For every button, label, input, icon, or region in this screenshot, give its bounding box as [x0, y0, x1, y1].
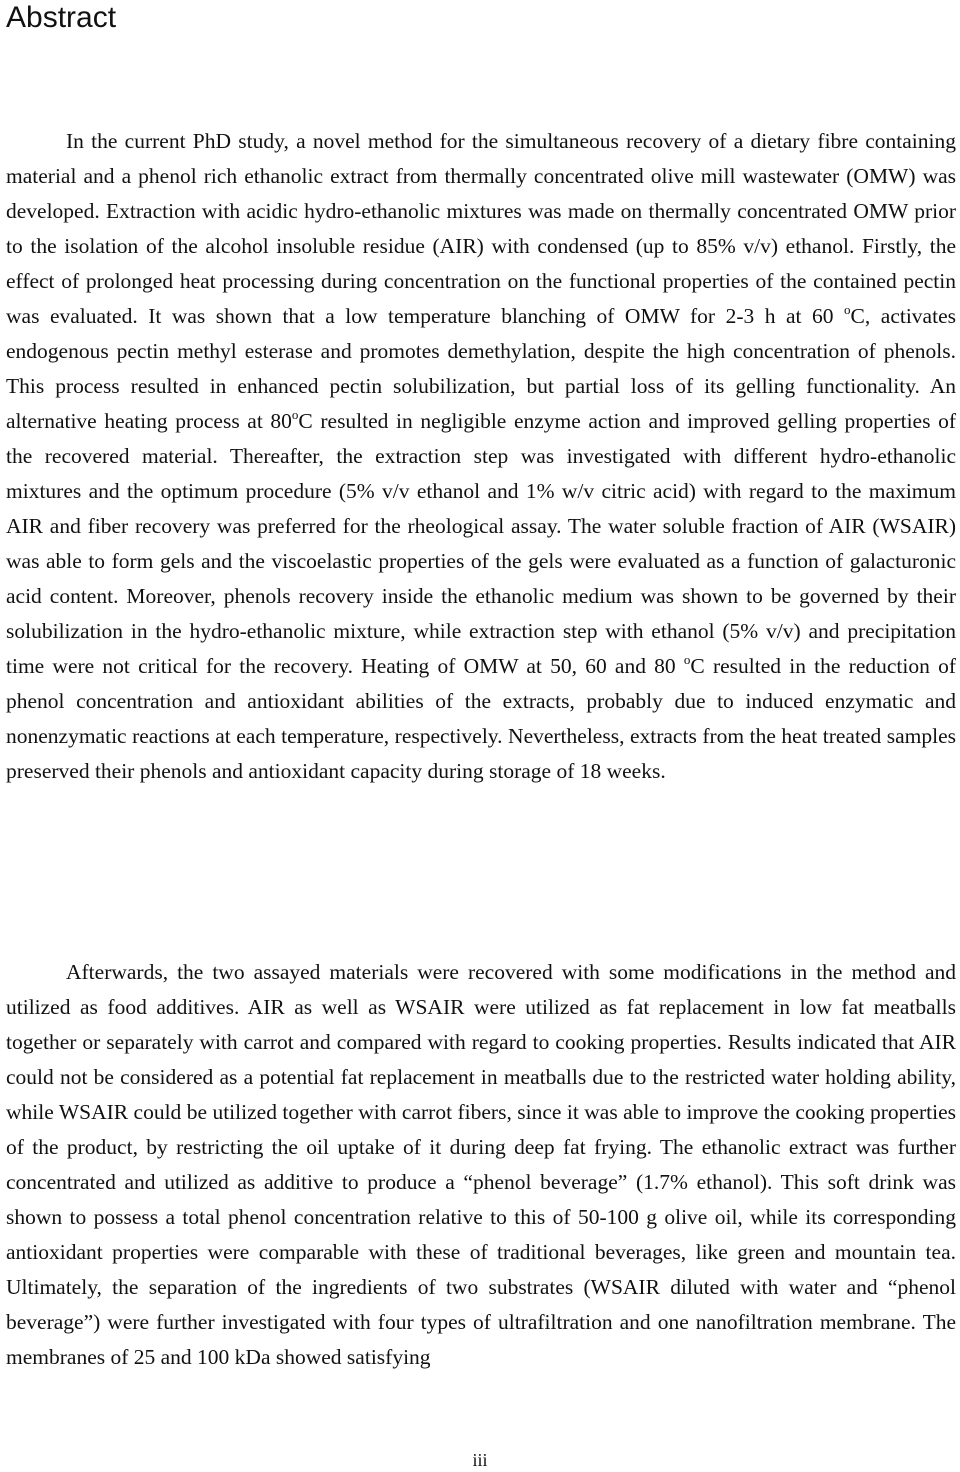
degree-superscript: o — [683, 652, 691, 667]
degree-superscript: o — [291, 407, 299, 422]
paragraph-1-text-part-4: C resulted in the reduction of phenol concentration and antioxidant abilities of the extracts, probably due to induced enzymatic and nonenzymatic reactions at each temperature, respectively. Nevertheless, extracts from the heat treated samples preserved their phenols and antioxidant capacity during storage of 18 weeks. — [6, 654, 956, 783]
paragraph-1-text-part-1: In the current PhD study, a novel method for the simultaneous recovery of a dietary fibre containing material and a phenol rich ethanolic extract from thermally concentrated olive mill wastewater (OMW) was developed. Extraction with acidic hydro-ethanolic mixtures was made on thermally concentrated OMW prior to the isolation of the alcohol insoluble residue (AIR) with condensed (up to 85% v/v) ethanol. Firstly, the effect of prolonged heat processing during concentration on the functional properties of the contained pectin was evaluated. It was shown that a low temperature blanching of OMW for 2-3 h at 60 — [6, 129, 956, 328]
page-number: iii — [472, 1450, 488, 1470]
degree-superscript: o — [844, 302, 851, 317]
paragraph-1-text-part-3: C resulted in negligible enzyme action and improved gelling properties of the recovered material. Thereafter, the extraction step was investigated with different hydro-ethanolic mixtures and the optimum procedure (5% v/v ethanol and 1% w/v citric acid) with regard to the maximum AIR and fiber recovery was preferred for the rheological assay. The water soluble fraction of AIR (WSAIR) was able to form gels and the viscoelastic properties of the gels were evaluated as a function of galacturonic acid content. Moreover, phenols recovery inside the ethanolic medium was shown to be governed by their solubilization in the hydro-ethanolic mixture, while extraction step with ethanol (5% v/v) and precipitation time were not critical for the recovery. Heating of OMW at 50, 60 and 80 — [6, 409, 956, 678]
abstract-paragraph-2 — [6, 955, 956, 1375]
paragraph-1-text-part-2: C, activates endogenous pectin methyl esterase and promotes demethylation, despite the high concentration of phenols. This process resulted in enhanced pectin solubilization, but partial loss of its gelling functionality. An alternative heating process at 80 — [6, 304, 956, 433]
abstract-paragraph-1 — [6, 124, 956, 789]
page-title: Abstract — [6, 1, 117, 34]
paragraph-2-text: Afterwards, the two assayed materials were recovered with some modifications in the method and utilized as food additives. AIR as well as WSAIR were utilized as fat replacement in low fat meatballs together or separately with carrot and compared with regard to cooking properties. Results indicated that AIR could not be considered as a potential fat replacement in meatballs due to the restricted water holding ability, while WSAIR could be utilized together with carrot fibers, since it was able to improve the cooking properties of the product, by restricting the oil uptake of it during deep fat frying. The ethanolic extract was further concentrated and utilized as additive to produce a “phenol beverage” (1.7% ethanol). This soft drink was shown to possess a total phenol concentration relative to this of 50-100 g olive oil, while its corresponding antioxidant properties were comparable with these of traditional beverages, like green and mountain tea. Ultimately, the separation of the ingredients of two substrates (WSAIR diluted with water and “phenol beverage”) were further investigated with four types of ultrafiltration and one nanofiltration membrane. The membranes of 25 and 100 kDa showed satisfying — [6, 960, 956, 1369]
